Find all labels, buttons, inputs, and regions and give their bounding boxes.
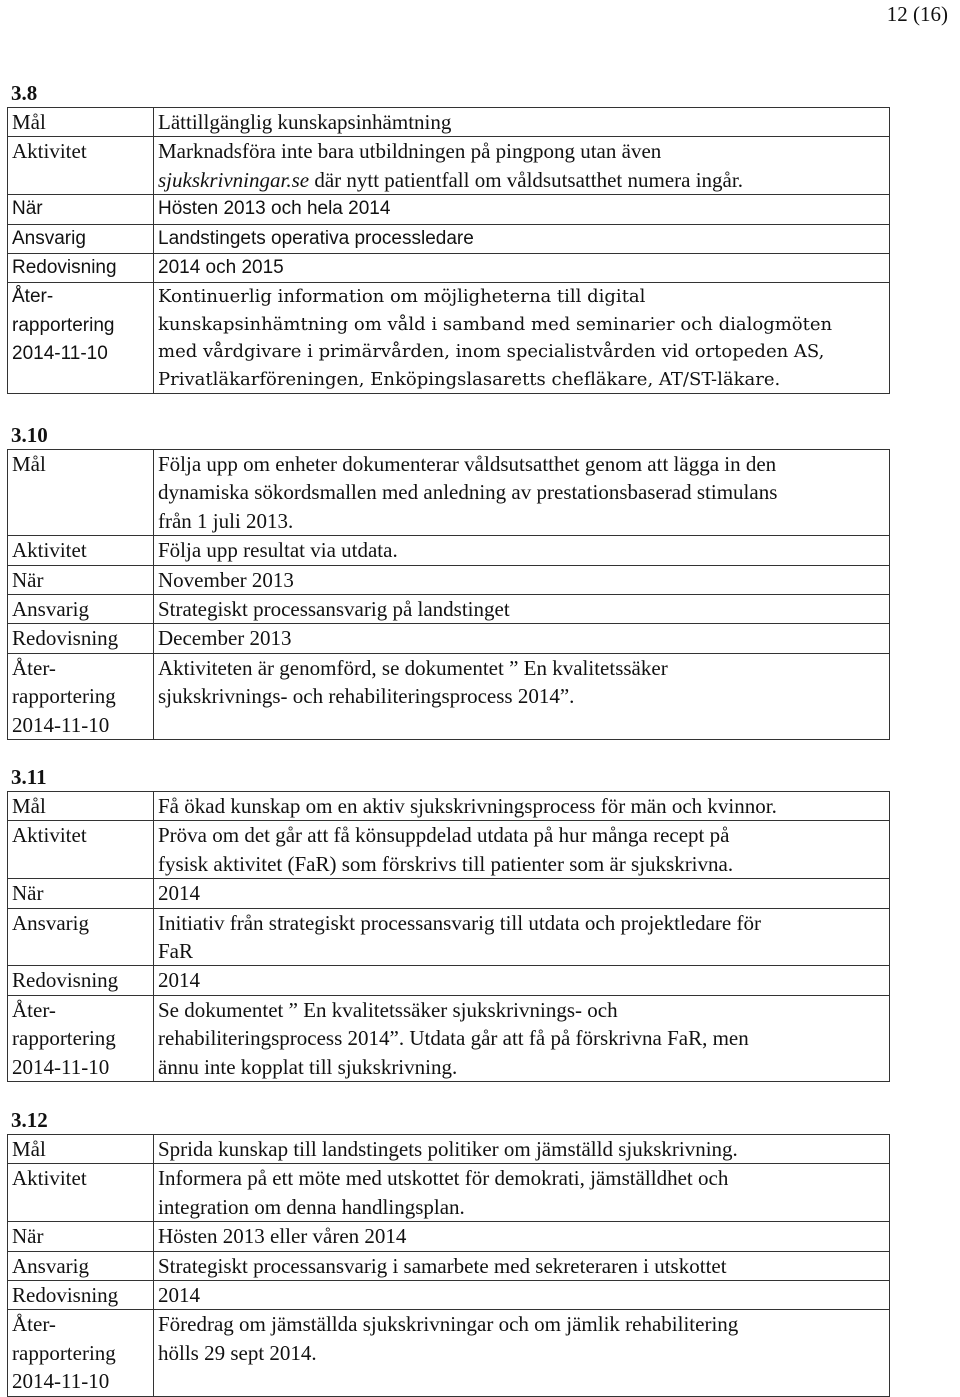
- page-number: 12 (16): [886, 2, 948, 26]
- table-row: [8, 595, 890, 624]
- label-line: 2014-11-10: [12, 712, 110, 737]
- section-number: 3.11: [11, 765, 47, 789]
- table-row: [8, 254, 890, 283]
- value-line: med vårdgivare i primärvården, inom specialistvården vid ortopeden AS,: [158, 341, 825, 363]
- row-label-nar: När: [8, 1222, 154, 1251]
- value-line: från 1 juli 2013.: [158, 508, 294, 533]
- value-line: Föredrag om jämställda sjukskrivningar och om jämlik rehabilitering: [158, 1312, 739, 1337]
- value-line: rehabiliteringsprocess 2014”. Utdata går att få på förskrivna FaR, men: [158, 1026, 749, 1051]
- row-value-ansvarig: Strategiskt processansvarig på landstinget: [154, 595, 890, 624]
- row-value-ansvarig: Strategiskt processansvarig i samarbete med sekreteraren i utskottet: [154, 1251, 890, 1280]
- table-row: [8, 1222, 890, 1251]
- table-row: [8, 624, 890, 653]
- table-row: [8, 879, 890, 908]
- table-row: [8, 450, 890, 536]
- value-line: Aktiviteten är genomförd, se dokumentet ” En kvalitetssäker: [158, 655, 668, 680]
- table-row: [8, 195, 890, 224]
- section-3-10: [7, 422, 890, 740]
- table-row: [8, 908, 890, 966]
- section-3-12: [7, 1107, 890, 1397]
- table-row: [8, 653, 890, 739]
- row-value-aktivitet: [154, 137, 890, 195]
- label-line: rapportering: [12, 684, 116, 709]
- row-value-aterrapportering: [154, 995, 890, 1081]
- row-label-ansvarig: Ansvarig: [8, 908, 154, 966]
- row-label-aktivitet: Aktivitet: [8, 821, 154, 879]
- section-3-11: [7, 764, 890, 1082]
- value-line: Initiativ från strategiskt processansvarig till utdata och projektledare för: [158, 910, 761, 935]
- table-row: [8, 536, 890, 565]
- table-row: [8, 108, 890, 137]
- row-value-ansvarig: [154, 908, 890, 966]
- row-label-aktivitet: Aktivitet: [8, 137, 154, 195]
- value-line: Kontinuerlig information om möjligheterna till digital: [158, 286, 646, 308]
- value-line: integration om denna handlingsplan.: [158, 1194, 465, 1219]
- row-value-nar: Hösten 2013 eller våren 2014: [154, 1222, 890, 1251]
- row-label-mal: Mål: [8, 792, 154, 821]
- value-line: FaR: [158, 939, 194, 964]
- row-label-nar: När: [8, 565, 154, 594]
- label-line: Åter-: [12, 655, 56, 680]
- row-label-aterrapportering: [8, 653, 154, 739]
- row-value-mal: Få ökad kunskap om en aktiv sjukskrivningsprocess för män och kvinnor.: [154, 792, 890, 821]
- row-label-aterrapportering: [8, 1310, 154, 1396]
- value-line: [158, 166, 885, 194]
- table-row: [8, 1135, 890, 1164]
- row-value-nar: 2014: [154, 879, 890, 908]
- table-row: [8, 565, 890, 594]
- value-line: fysisk aktivitet (FaR) som förskrivs till patienter som är sjukskrivna.: [158, 851, 734, 876]
- row-label-ansvarig: Ansvarig: [8, 224, 154, 253]
- row-label-nar: När: [8, 879, 154, 908]
- row-value-aterrapportering: [154, 653, 890, 739]
- table-row: [8, 283, 890, 394]
- row-value-aktivitet: [154, 821, 890, 879]
- website-link[interactable]: sjukskrivningar.se: [158, 167, 310, 192]
- row-label-aktivitet: Aktivitet: [8, 1164, 154, 1222]
- table-row: [8, 821, 890, 879]
- value-line: sjukskrivnings- och rehabiliteringsprocess 2014”.: [158, 684, 575, 709]
- table-row: [8, 792, 890, 821]
- row-value-nar: November 2013: [154, 565, 890, 594]
- section-3-8: [7, 80, 890, 394]
- activity-table: [7, 449, 890, 740]
- row-label-ansvarig: Ansvarig: [8, 1251, 154, 1280]
- row-label-redovisning: Redovisning: [8, 1281, 154, 1310]
- label-line: 2014-11-10: [12, 1369, 110, 1394]
- table-row: [8, 966, 890, 995]
- label-line: Åter-: [12, 286, 54, 308]
- row-label-nar: När: [8, 195, 154, 224]
- label-line: 2014-11-10: [12, 343, 108, 365]
- row-label-mal: Mål: [8, 1135, 154, 1164]
- value-line: Privatläkarföreningen, Enköpingslasaretts chefläkare, AT/ST-läkare.: [158, 368, 781, 390]
- row-value-redovisning: December 2013: [154, 624, 890, 653]
- table-row: [8, 1251, 890, 1280]
- row-label-aterrapportering: [8, 995, 154, 1081]
- value-line: hölls 29 sept 2014.: [158, 1340, 317, 1365]
- label-line: rapportering: [12, 1026, 116, 1051]
- section-number: 3.12: [11, 1108, 48, 1132]
- row-label-aktivitet: Aktivitet: [8, 536, 154, 565]
- row-label-redovisning: Redovisning: [8, 254, 154, 283]
- row-value-aktivitet: [154, 1164, 890, 1222]
- label-line: Åter-: [12, 997, 56, 1022]
- label-line: Åter-: [12, 1312, 56, 1337]
- row-label-redovisning: Redovisning: [8, 966, 154, 995]
- activity-table: [7, 1134, 890, 1397]
- value-line: Pröva om det går att få könsuppdelad utdata på hur många recept på: [158, 823, 730, 848]
- value-line: Marknadsföra inte bara utbildningen på pingpong utan även: [158, 139, 662, 164]
- row-label-ansvarig: Ansvarig: [8, 595, 154, 624]
- table-row: [8, 1310, 890, 1396]
- row-value-mal: [154, 450, 890, 536]
- row-value-aktivitet: Följa upp resultat via utdata.: [154, 536, 890, 565]
- row-value-nar: Hösten 2013 och hela 2014: [154, 195, 890, 224]
- row-value-mal: Lättillgänglig kunskapsinhämtning: [154, 108, 890, 137]
- label-line: rapportering: [12, 314, 115, 336]
- row-value-redovisning: 2014: [154, 1281, 890, 1310]
- value-line: ännu inte kopplat till sjukskrivning.: [158, 1054, 458, 1079]
- row-label-mal: Mål: [8, 450, 154, 536]
- row-label-redovisning: Redovisning: [8, 624, 154, 653]
- row-value-mal: Sprida kunskap till landstingets politiker om jämställd sjukskrivning.: [154, 1135, 890, 1164]
- row-label-aterrapportering: [8, 283, 154, 394]
- row-value-aterrapportering: [154, 1310, 890, 1396]
- activity-table: [7, 791, 890, 1082]
- row-value-redovisning: 2014 och 2015: [154, 254, 890, 283]
- section-number: 3.8: [11, 81, 38, 105]
- value-line: Följa upp om enheter dokumenterar våldsutsatthet genom att lägga in den: [158, 452, 777, 476]
- row-value-aterrapportering: [154, 283, 890, 394]
- table-row: [8, 137, 890, 195]
- label-line: 2014-11-10: [12, 1054, 110, 1079]
- label-line: rapportering: [12, 1340, 116, 1365]
- value-line: Se dokumentet ” En kvalitetssäker sjukskrivnings- och: [158, 997, 618, 1022]
- section-number: 3.10: [11, 423, 48, 447]
- row-value-ansvarig: Landstingets operativa processledare: [154, 224, 890, 253]
- value-line: dynamiska sökordsmallen med anledning av prestationsbaserad stimulans: [158, 480, 778, 505]
- row-value-redovisning: 2014: [154, 966, 890, 995]
- table-row: [8, 995, 890, 1081]
- value-text: där nytt patientfall om våldsutsatthet numera ingår.: [309, 167, 743, 192]
- table-row: [8, 1281, 890, 1310]
- table-row: [8, 224, 890, 253]
- row-label-mal: Mål: [8, 108, 154, 137]
- activity-table: [7, 107, 890, 394]
- value-line: Informera på ett möte med utskottet för demokrati, jämställdhet och: [158, 1166, 729, 1191]
- table-row: [8, 1164, 890, 1222]
- value-line: kunskapsinhämtning om våld i samband med seminarier och dialogmöten: [158, 313, 833, 335]
